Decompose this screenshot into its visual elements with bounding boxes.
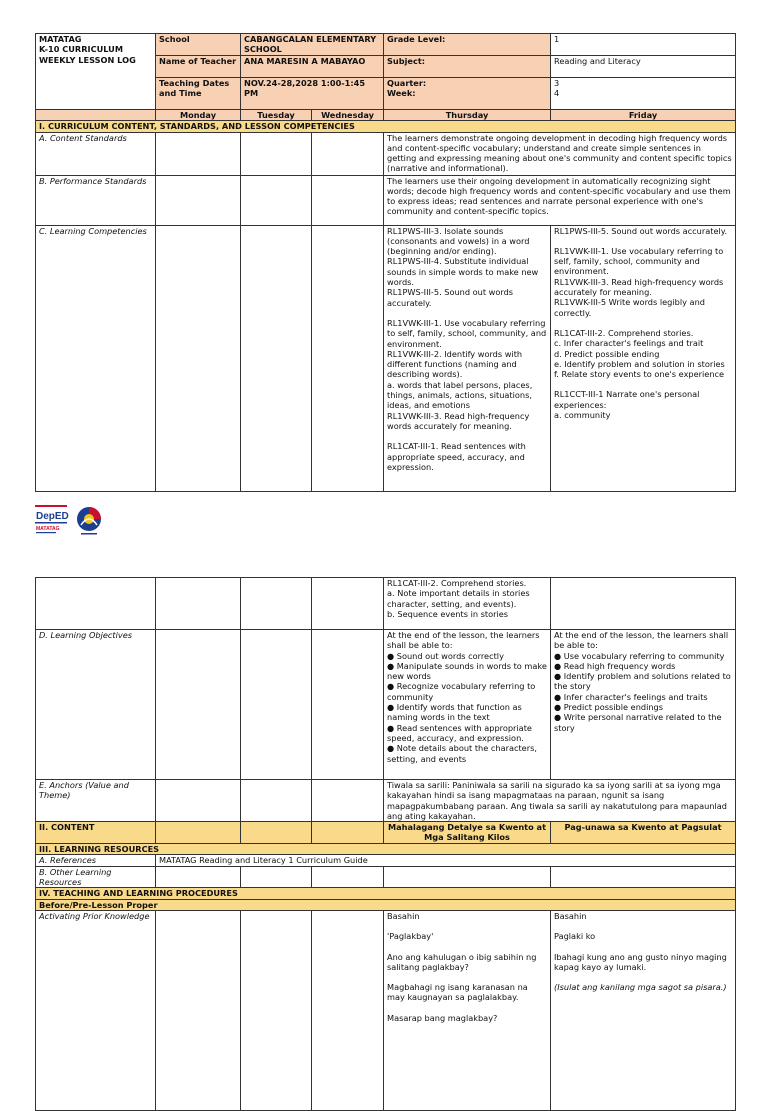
other-resources-label: B. Other Learning Resources	[36, 866, 156, 888]
subject-value: Reading and Literacy	[551, 56, 736, 78]
day-wednesday: Wednesday	[312, 110, 384, 121]
quarter-week-values: 3 4	[551, 78, 736, 110]
anchors-label: E. Anchors (Value and Theme)	[36, 780, 156, 822]
content-standards-label: A. Content Standards	[36, 132, 156, 175]
dates-value: NOV.24-28,2028 1:00-1:45 PM	[241, 78, 384, 110]
competencies-thursday: RL1PWS-III-3. Isolate sounds (consonants and vowels) in a word (beginning and/or ending). RL1PWS-III-4. Substitute individual sounds in simple words to make new words. RL1PWS-III-5. Sound out words accurately. RL1VWK-III-1. Use vocabulary referring to self, family, school, community, and environment. RL1VWK-III-2. Identify words with different functions (naming and describing words). a. words that label persons, places, things, animals, actions, situations, ideas, and emotions RL1VWK-III-3. Read high-frequency words accurately for meaning. RL1CAT-III-1. Read sentences with appropriate speed, accuracy, and expression.	[384, 225, 551, 491]
competencies-friday: RL1PWS-III-5. Sound out words accurately. RL1VWK-III-1. Use vocabulary referring to self, family, school, community and environment. RL1VWK-III-3. Read high-frequency words accurately for meaning. RL1VWK-III-5 Write words legibly and correctly. RL1CAT-III-2. Comprehend stories. c. Infer character's feelings and trait d. Predict possible ending e. Identify problem and solution in stories f. Relate story events to one's experience RL1CCT-III-1 Narrate one's personal experiences: a. community	[551, 225, 736, 491]
resources-title: III. LEARNING RESOURCES	[36, 844, 736, 855]
grade-value: 1	[551, 34, 736, 56]
activating-thursday: Basahin 'Paglakbay' Ano ang kahulugan o ibig sabihin ng salitang paglakbay? Magbahagi ng isang karanasan na may kaugnayan sa paglalakbay. Masarap bang maglakbay?	[384, 910, 551, 1110]
objectives-label: D. Learning Objectives	[36, 630, 156, 780]
bagong-pilipinas-seal-icon	[77, 507, 101, 535]
activating-friday: Basahin Paglaki ko Ibahagi kung ano ang gusto ninyo maging kapag kayo ay lumaki. (Isulat ang kanilang mga sagot sa pisara.)	[551, 910, 736, 1110]
school-label: School	[156, 34, 241, 56]
before-lesson-title: Before/Pre-Lesson Proper	[36, 899, 736, 910]
day-thursday: Thursday	[384, 110, 551, 121]
activating-label: Activating Prior Knowledge	[36, 910, 156, 1110]
objectives-thursday: At the end of the lesson, the learners shall be able to: ● Sound out words correctly ● Manipulate sounds in words to make new words ● Recognize vocabulary referring to community ● Identify words that function as naming words in the text ● Read sentences with appropriate speed, accuracy, and expression. ● Note details about the characters, setting, and events	[384, 630, 551, 780]
lesson-log-table-page2	[35, 577, 736, 1111]
anchors-text: Tiwala sa sarili: Paniniwala sa sarili na sigurado ka sa iyong sarili at sa iyong mga kakayahan hindi sa isang mapagmataas na paraan, ngunit sa isang mapagpakumbabang paraan. Ang tiwala sa sarili ay nakatutulong para mapaunlad ang ating kakayahan.	[384, 780, 736, 822]
content-label: II. CONTENT	[36, 822, 156, 844]
grade-label: Grade Level:	[384, 34, 551, 56]
competencies-label: C. Learning Competencies	[36, 225, 156, 491]
competencies-cont-thursday: RL1CAT-III-2. Comprehend stories. a. Note important details in stories character, setting, and events). b. Sequence events in stories	[384, 578, 551, 630]
log-title: MATATAG K-10 CURRICULUM WEEKLY LESSON LOG	[36, 34, 156, 110]
procedures-title: IV. TEACHING AND LEARNING PROCEDURES	[36, 888, 736, 899]
references-text: MATATAG Reading and Literacy 1 Curriculum Guide	[156, 855, 736, 866]
day-tuesday: Tuesday	[241, 110, 312, 121]
content-friday: Pag-unawa sa Kwento at Pagsulat	[551, 822, 736, 844]
school-value: CABANGCALAN ELEMENTARY SCHOOL	[241, 34, 384, 56]
section-1-title: I. CURRICULUM CONTENT, STANDARDS, AND LESSON COMPETENCIES	[36, 121, 736, 132]
quarter-week-labels: Quarter: Week:	[384, 78, 551, 110]
day-monday: Monday	[156, 110, 241, 121]
day-header-blank	[36, 110, 156, 121]
deped-logo	[35, 503, 115, 537]
content-thursday: Mahalagang Detalye sa Kwento at Mga Salitang Kilos	[384, 822, 551, 844]
svg-text:DepED: DepED	[36, 511, 69, 522]
footer-logos	[35, 503, 115, 537]
day-friday: Friday	[551, 110, 736, 121]
subject-label: Subject:	[384, 56, 551, 78]
content-standards-text: The learners demonstrate ongoing development in decoding high frequency words and content-specific vocabulary; understand and create simple sentences in getting and expressing meaning about one's community and content specific topics (narrative and informational).	[384, 132, 736, 175]
references-label: A. References	[36, 855, 156, 866]
objectives-friday: At the end of the lesson, the learners shall be able to: ● Use vocabulary referring to community ● Read high frequency words ● Identify problem and solutions related to the story ● Infer character's feelings and traits ● Predict possible endings ● Write personal narrative related to the story	[551, 630, 736, 780]
lesson-log-table-page1	[35, 33, 736, 492]
teacher-label: Name of Teacher	[156, 56, 241, 78]
svg-text:MATATAG: MATATAG	[36, 526, 60, 532]
teacher-value: ANA MARESIN A MABAYAO	[241, 56, 384, 78]
performance-standards-text: The learners use their ongoing development in automatically recognizing sight words; decode high frequency words and content-specific vocabulary and use them to express ideas; read sentences and narrate personal experience with one's community and content-specific topics.	[384, 175, 736, 225]
performance-standards-label: B. Performance Standards	[36, 175, 156, 225]
dates-label: Teaching Dates and Time	[156, 78, 241, 110]
